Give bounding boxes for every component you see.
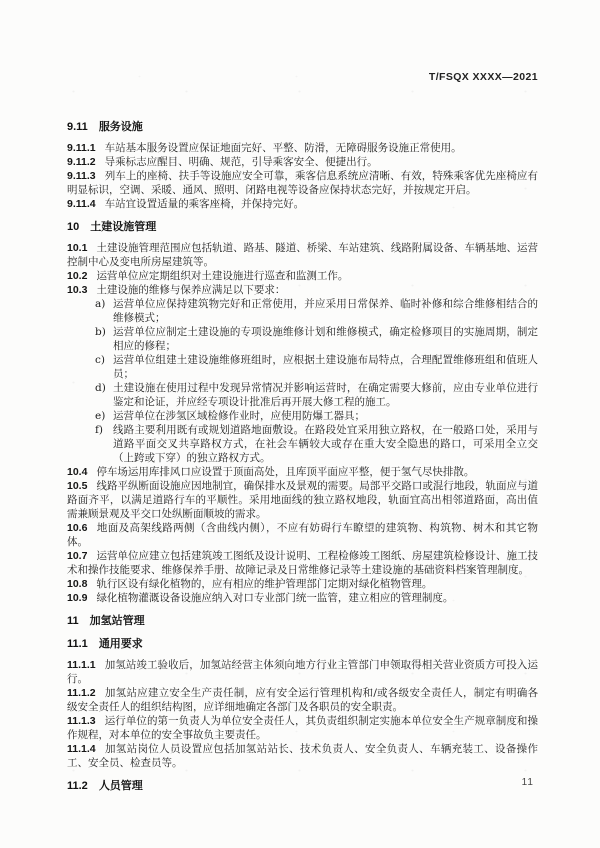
clause-paragraph (67, 549, 538, 577)
clause-number: 9.11.2 (67, 156, 96, 168)
clause-paragraph (67, 591, 538, 605)
clause-number: 10.1 (67, 242, 88, 254)
clause-paragraph (67, 714, 538, 742)
heading-title: 土建设施管理 (90, 221, 157, 233)
clause-paragraph (67, 241, 538, 269)
clause-number: 9.11.1 (67, 142, 96, 154)
clause-paragraph (67, 577, 538, 591)
clause-text: 列车上的座椅、扶手等设施应安全可靠，乘客信息系统应清晰、有效，特殊乘客优先座椅应有明显标识，空调、采暖、通风、照明、闭路电视等设备应保持状态完好，并按规定开启。 (67, 170, 538, 196)
heading-number: 11.2 (67, 780, 88, 792)
document-body (67, 120, 538, 793)
list-item-text: 运营单位应保持建筑物完好和正常使用，并应采用日常保养、临时补修和综合维修相结合的维修模式； (113, 298, 538, 324)
heading-number: 11 (67, 615, 79, 627)
clause-text: 土建设施管理范围应包括轨道、路基、隧道、桥梁、车站建筑、线路附属设备、车辆基地、运营控制中心及变电所房屋建筑等。 (67, 242, 538, 268)
clause-text: 车站宜设置适量的乘客座椅，并保持完好。 (104, 198, 305, 210)
clause-paragraph (67, 521, 538, 549)
list-item-text: 土建设施在使用过程中发现异常情况并影响运营时，在确定需要大修前，应由专业单位进行鉴定和论证，并应经专项设计批准后再开展大修工程的施工。 (113, 382, 538, 408)
clause-paragraph (67, 465, 538, 479)
clause-text: 加氢站竣工验收后，加氢站经营主体须向地方行业主管部门申领取得相关营业资质方可投入运行。 (67, 659, 538, 685)
section-heading (67, 220, 538, 234)
clause-paragraph (67, 269, 538, 283)
clause-number: 11.1.3 (67, 715, 96, 727)
clause-number: 10.6 (67, 522, 88, 534)
list-item-marker: e) (95, 410, 106, 422)
list-item-marker: a) (95, 298, 106, 310)
clause-paragraph (67, 742, 538, 770)
section-heading (67, 120, 538, 134)
list-item-marker: c) (95, 354, 105, 366)
list-item-marker: f) (95, 424, 103, 436)
spec-code-header: T/FSQX XXXX—2021 (428, 71, 538, 83)
list-item (67, 381, 538, 409)
clause-text: 导乘标志应醒目、明确、规范，引导乘客安全、便捷出行。 (104, 156, 378, 168)
clause-number: 10.8 (67, 578, 88, 590)
clause-number: 10.7 (67, 550, 88, 562)
section-heading (67, 637, 538, 651)
clause-text: 土建设施的维修与保养应满足以下要求： (96, 284, 286, 296)
list-item-text: 运营单位在涉氢区域检修作业时，应使用防爆工器具； (113, 410, 365, 422)
heading-title: 服务设施 (98, 121, 143, 133)
clause-text: 运行单位的第一负责人为单位安全责任人，其负责组织制定实施本单位安全生产规章制度和操作规程，对本单位的安全事故负主要责任。 (67, 715, 538, 741)
clause-paragraph (67, 283, 538, 297)
clause-text: 线路平纵断面设施应因地制宜，确保排水及景观的需要。局部平交路口或混行地段，轨面应与道路面齐平，以满足道路行车的平顺性。采用地面线的独立路权地段，轨面宜高出相邻道路面，高出值需兼顾景观及平交口处纵断面顺坡的需求。 (67, 480, 538, 520)
clause-text: 运营单位应建立包括建筑竣工图纸及设计说明、工程检修竣工图纸、房屋建筑检修设计、施工技术和操作技能要求、维修保养手册、故障记录及日常维修记录等土建设施的基础资料档案管理制度。 (67, 550, 538, 576)
heading-title: 通用要求 (98, 638, 143, 650)
clause-text: 加氢站应建立安全生产责任制，应有安全运行管理机构和/或各级安全责任人，制定有明确各级安全责任人的组织结构图，应详细地确定各部门及各职员的安全职责。 (67, 687, 538, 713)
list-item-marker: b) (95, 326, 106, 338)
clause-number: 11.1.4 (67, 743, 96, 755)
clause-text: 停车场运用库排风口应设置于顶面高处，且库顶平面应平整，便于氢气尽快排散。 (96, 466, 475, 478)
clause-number: 9.11.3 (67, 170, 96, 182)
list-item (67, 325, 538, 353)
heading-number: 11.1 (67, 638, 88, 650)
clause-number: 10.2 (67, 270, 88, 282)
clause-number: 9.11.4 (67, 198, 96, 210)
list-item (67, 353, 538, 381)
clause-paragraph (67, 658, 538, 686)
clause-text: 地面及高架线路两侧（含曲线内侧），不应有妨碍行车瞭望的建筑物、构筑物、树木和其它物体。 (67, 522, 538, 548)
clause-number: 11.1.2 (67, 687, 96, 699)
clause-paragraph (67, 155, 538, 169)
clause-number: 10.5 (67, 480, 88, 492)
heading-number: 9.11 (67, 121, 88, 133)
clause-paragraph (67, 686, 538, 714)
clause-number: 10.3 (67, 284, 88, 296)
clause-text: 运营单位应定期组织对土建设施进行巡查和监测工作。 (96, 270, 349, 282)
clause-text: 车站基本服务设置应保证地面完好、平整、防滑，无障碍服务设施正常使用。 (104, 142, 462, 154)
clause-paragraph (67, 169, 538, 197)
section-heading (67, 614, 538, 628)
clause-text: 轨行区设有绿化植物的，应有相应的维护管理部门定期对绿化植物管理。 (96, 578, 433, 590)
list-item-marker: d) (95, 382, 106, 394)
clause-number: 11.1.1 (67, 659, 96, 671)
section-heading (67, 779, 538, 793)
list-item (67, 423, 538, 465)
list-item (67, 297, 538, 325)
heading-number: 10 (67, 221, 80, 233)
list-item-text: 线路主要利用既有或规划道路地面敷设。在路段处宜采用独立路权，在一般路口处，采用与道路平面交叉共享路权方式，在社会车辆较大或存在重大安全隐患的路口，可采用全立交（上跨或下穿）的独立路权方式。 (113, 424, 538, 464)
clause-number: 10.9 (67, 592, 88, 604)
clause-paragraph (67, 479, 538, 521)
heading-title: 加氢站管理 (89, 615, 145, 627)
clause-number: 10.4 (67, 466, 88, 478)
list-item-text: 运营单位应制定土建设施的专项设施维修计划和维修模式，确定检修项目的实施周期，制定相应的修程； (113, 326, 538, 352)
heading-title: 人员管理 (98, 780, 143, 792)
list-item-text: 运营单位组建土建设施维修班组时，应根据土建设施布局特点，合理配置维修班组和值班人员； (113, 354, 538, 380)
clause-paragraph (67, 197, 538, 211)
list-item (67, 409, 538, 423)
clause-text: 绿化植物灌溉设备设施应纳入对口专业部门统一监管，建立相应的管理制度。 (96, 592, 454, 604)
clause-text: 加氢站岗位人员设置应包括加氢站站长、技术负责人、安全负责人、车辆充装工、设备操作工、安全员、检查员等。 (67, 743, 538, 769)
clause-paragraph (67, 141, 538, 155)
page-number: 11 (521, 777, 534, 788)
